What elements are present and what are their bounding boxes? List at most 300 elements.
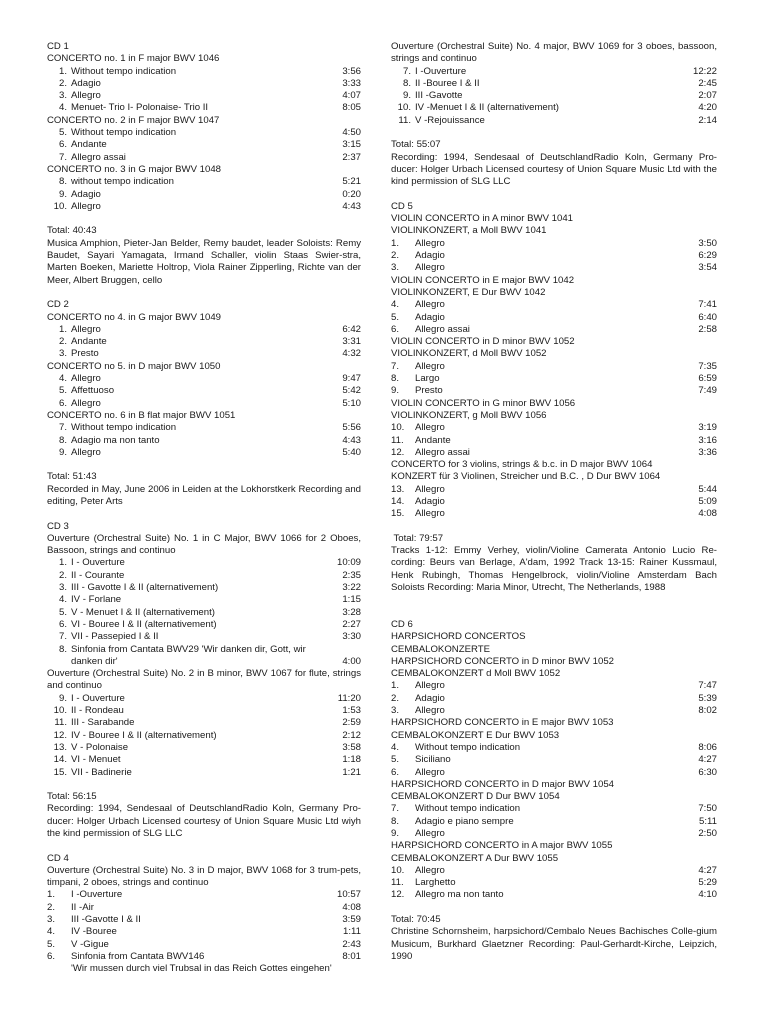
track-title: V - Menuet I & II (alternativement) <box>71 606 215 618</box>
track-row <box>47 717 361 729</box>
spacer <box>391 521 717 533</box>
track-row <box>391 66 717 78</box>
track-row <box>47 422 361 434</box>
track-row <box>391 693 717 705</box>
spacer <box>47 287 361 299</box>
track-row <box>47 385 361 397</box>
track-duration: 10:09 <box>336 557 361 569</box>
track-duration: 4:43 <box>342 200 361 212</box>
track-row <box>391 484 717 496</box>
track-row <box>47 139 361 151</box>
track-title: Allegro <box>415 262 445 274</box>
track-duration: 2:50 <box>698 828 717 839</box>
track-duration: 5:44 <box>698 483 717 495</box>
track-row <box>47 373 361 385</box>
section-heading: VIOLIN CONCERTO in G minor BWV 1056 <box>391 397 576 409</box>
track-title: Allegro <box>415 828 445 839</box>
paragraph: Musica Amphion, Pieter-Jan Belder, Remy baudet, leader Soloists: Remy Baudet, Sayari Yamagata, Irmand Schaller, violin Staas Swier-stra, Marten Boeken, Mariette Holtrop, Viola Rainer Zipperling, Richte van der Meer, Albert Bruggen, cello <box>47 237 361 286</box>
track-number: 11. <box>398 114 411 126</box>
section-heading: CONCERTO for 3 violins, strings & b.c. in D major BWV 1064 <box>391 459 653 471</box>
track-number: 3. <box>391 262 400 274</box>
track-duration: 8:05 <box>342 102 361 114</box>
track-duration: 2:14 <box>698 114 717 126</box>
track-number: 5. <box>58 606 67 618</box>
track-title: Allegro <box>415 299 445 311</box>
track-duration: 3:36 <box>698 446 717 458</box>
spacer <box>391 607 717 619</box>
track-row <box>47 631 361 643</box>
track-row <box>391 680 717 692</box>
track-row <box>47 189 361 201</box>
paragraph: Christine Schornsheim, harpsichord/Cembalo Neues Bachisches Colle-gium Musicum, Burkhard Glaetzner Recording: Paul-Gerhardt-Kirche, Leipzich, 1990 <box>391 926 717 962</box>
track-number: 6. <box>58 618 67 630</box>
section-heading: KONZERT für 3 Violinen, Streicher und B.C. , D Dur BWV 1064 <box>391 471 661 483</box>
paragraph: Ouverture (Orchestral Suite) No. 1 in C Major, BWV 1066 for 2 Oboes, Bassoon, strings and continuo <box>47 532 361 557</box>
paragraph: Ouverture (Orchestral Suite) No. 2 in B minor, BWV 1067 for flute, strings and continuo <box>47 668 361 692</box>
track-row <box>47 889 361 901</box>
track-row <box>47 102 361 114</box>
section-heading: VIOLINKONZERT, d Moll BWV 1052 <box>391 348 547 360</box>
track-row <box>391 447 717 459</box>
track-number: 2. <box>58 569 67 581</box>
track-row <box>391 828 717 840</box>
track-duration: 6:29 <box>698 250 717 262</box>
track-duration: 3:58 <box>342 741 361 753</box>
track-number: 12. <box>391 446 405 458</box>
track-title: Allegro <box>415 705 445 717</box>
track-title: Without tempo indication <box>71 127 177 139</box>
track-title: Allegro <box>415 864 445 876</box>
track-duration: 2:27 <box>342 618 361 630</box>
section-heading: VIOLINKONZERT, a Moll BWV 1041 <box>391 225 547 237</box>
track-row <box>47 607 361 619</box>
paragraph: Recorded in May, June 2006 in Leiden at the Lokhorstkerk Recording and editing, Peter Arts <box>47 483 361 507</box>
track-duration: 3:56 <box>342 65 361 77</box>
track-row <box>391 422 717 434</box>
track-title: VII - Passepied I & II <box>71 631 159 643</box>
track-title: I - Ouverture <box>71 557 125 569</box>
track-number: 7. <box>58 422 67 434</box>
track-title: Andante <box>71 139 107 151</box>
track-duration: 9:47 <box>342 373 361 385</box>
track-duration: 3:54 <box>698 262 717 274</box>
track-number: 8. <box>402 77 411 89</box>
track-number: 1. <box>58 557 67 569</box>
track-duration: 5:21 <box>342 176 361 188</box>
track-number: 7. <box>58 151 67 163</box>
track-row <box>391 385 717 397</box>
track-duration: 4:32 <box>342 348 361 360</box>
track-row <box>47 398 361 410</box>
track-title: Presto <box>415 385 443 397</box>
track-number: 8. <box>58 643 67 655</box>
track-duration: 7:47 <box>698 680 717 692</box>
section-heading: VIOLINKONZERT, E Dur BWV 1042 <box>391 286 546 298</box>
track-title: Allegro <box>415 422 445 434</box>
track-title: Adagio <box>415 495 445 507</box>
track-title: Andante <box>71 336 107 348</box>
track-row <box>47 582 361 594</box>
section-heading: CEMBALOKONZERT d Moll BWV 1052 <box>391 668 561 680</box>
track-duration: 5:40 <box>342 446 361 458</box>
track-number: 2. <box>391 250 400 262</box>
track-number: 6. <box>58 397 67 409</box>
track-row <box>47 939 361 951</box>
spacer <box>47 508 361 520</box>
track-duration: 3:59 <box>342 914 361 926</box>
track-number: 8. <box>391 815 400 827</box>
track-title: Adagio <box>71 77 101 89</box>
track-row <box>391 115 717 127</box>
track-number: 1. <box>58 65 67 77</box>
track-row <box>391 90 717 102</box>
track-row <box>391 508 717 520</box>
spacer <box>47 840 361 852</box>
track-title: I -Ouverture <box>415 65 467 77</box>
track-number: 3. <box>47 914 56 926</box>
track-title: III -Gavotte I & II <box>71 914 141 926</box>
track-title: Allegro <box>71 373 101 385</box>
section-heading: VIOLIN CONCERTO in E major BWV 1042 <box>391 274 575 286</box>
track-row <box>47 201 361 213</box>
track-number: 10. <box>53 705 67 717</box>
spacer <box>391 127 717 139</box>
track-title: Presto <box>71 348 99 360</box>
track-row <box>47 447 361 459</box>
section-heading: VIOLIN CONCERTO in A minor BWV 1041 <box>391 213 573 225</box>
track-row <box>391 324 717 336</box>
track-number: 1. <box>58 323 67 335</box>
track-number: 9. <box>391 385 400 397</box>
track-duration: 2:12 <box>342 729 361 741</box>
track-number: 5. <box>47 938 56 950</box>
track-row <box>47 152 361 164</box>
track-number: 8. <box>391 373 400 385</box>
track-title: V - Polonaise <box>71 741 129 753</box>
track-number: 3. <box>391 705 400 717</box>
track-duration: 5:11 <box>699 815 717 827</box>
track-number: 7. <box>391 803 400 815</box>
track-duration: 1:15 <box>342 594 361 606</box>
track-row <box>391 705 717 717</box>
right-column <box>391 41 717 963</box>
track-title: Without tempo indication <box>71 422 177 434</box>
track-duration: 7:41 <box>698 299 717 311</box>
track-number: 12. <box>391 889 405 901</box>
section-heading: Total: 51:43 <box>47 471 97 483</box>
track-number: 15. <box>391 508 405 520</box>
track-number: 9. <box>402 90 411 102</box>
track-number: 2. <box>58 336 67 348</box>
track-duration: 7:49 <box>698 385 717 397</box>
track-title: Allegro <box>415 237 445 249</box>
track-duration: 2:59 <box>342 717 361 729</box>
track-duration: 1:18 <box>342 754 361 766</box>
track-title: Adagio e piano sempre <box>415 815 514 827</box>
track-number: 9. <box>58 188 67 200</box>
track-number: 14. <box>391 495 405 507</box>
track-duration: 1:53 <box>342 705 361 717</box>
track-number: 2. <box>58 77 67 89</box>
track-duration: 0:20 <box>342 188 361 200</box>
track-title: Allegro <box>415 508 445 520</box>
track-duration: 3:28 <box>342 606 361 618</box>
track-title: Allegro assai <box>415 323 470 335</box>
track-title: Allegro assai <box>71 151 126 163</box>
track-number: 2. <box>47 901 56 913</box>
track-title: IV -Menuet I & II (alternativement) <box>415 102 559 114</box>
track-duration: 6:59 <box>698 373 717 385</box>
track-duration: 4:10 <box>698 889 717 901</box>
track-row <box>391 496 717 508</box>
track-number: 5. <box>391 311 400 323</box>
track-duration: 11:20 <box>337 692 361 704</box>
track-row <box>391 250 717 262</box>
section-heading: CD 6 <box>391 618 413 630</box>
section-heading: CONCERTO no. 3 in G major BWV 1048 <box>47 163 221 175</box>
spacer <box>391 189 717 201</box>
track-row <box>47 644 361 669</box>
track-title: VI - Menuet <box>71 754 121 766</box>
track-title: Allegro <box>71 323 101 335</box>
track-duration: 4:50 <box>342 127 361 139</box>
track-title: VII - Badinerie <box>71 766 132 778</box>
track-row <box>391 238 717 250</box>
track-row <box>391 889 717 901</box>
track-title: Adagio ma non tanto <box>71 434 160 446</box>
track-duration: 8:06 <box>698 741 717 753</box>
section-heading: Total: 55:07 <box>391 139 441 151</box>
track-duration: 5:56 <box>342 422 361 434</box>
track-duration: 6:42 <box>342 323 361 335</box>
track-row <box>47 754 361 766</box>
track-duration: 4:27 <box>698 754 717 766</box>
track-number: 8. <box>58 176 67 188</box>
track-duration: 5:42 <box>342 385 361 397</box>
track-number: 5. <box>58 385 67 397</box>
track-title: Larghetto <box>415 877 456 889</box>
section-heading: CONCERTO no. 6 in B flat major BWV 1051 <box>47 409 236 421</box>
section-heading: Total: 56:15 <box>47 791 97 803</box>
track-row <box>391 312 717 324</box>
section-heading: CEMBALOKONZERT E Dur BWV 1053 <box>391 729 560 741</box>
track-row <box>47 336 361 348</box>
track-duration: 1:11 <box>343 926 361 938</box>
track-number: 6. <box>47 950 56 962</box>
track-title: Sinfonia from Cantata BWV29 'Wir danken dir, Gott, wir danken dir' <box>71 643 306 667</box>
track-row <box>391 435 717 447</box>
section-heading: CONCERTO no 4. in G major BWV 1049 <box>47 311 221 323</box>
track-number: 6. <box>391 766 400 778</box>
track-row <box>47 914 361 926</box>
left-column <box>47 41 361 976</box>
track-row <box>47 78 361 90</box>
track-row <box>391 102 717 114</box>
section-heading: HARPSICHORD CONCERTO in D major BWV 1054 <box>391 778 615 790</box>
track-number: 3. <box>58 582 67 594</box>
track-duration: 2:43 <box>342 938 361 950</box>
track-number: 14. <box>53 754 67 766</box>
track-duration: 2:58 <box>698 323 717 335</box>
track-number: 10. <box>391 864 405 876</box>
track-row <box>47 693 361 705</box>
track-duration: 4:43 <box>342 434 361 446</box>
track-number: 11. <box>391 877 404 889</box>
track-title: Andante <box>415 434 451 446</box>
paragraph: Recording: 1994, Sendesaal of DeutschlandRadio Koln, Germany Pro-ducer: Holger Urbach Licensed courtesy of Union Square Music Ltd with the kind permission of SLG LLC <box>391 151 717 188</box>
track-title: Adagio <box>71 188 101 200</box>
track-number: 13. <box>391 483 405 495</box>
track-row <box>47 557 361 569</box>
track-duration: 4:20 <box>698 102 717 114</box>
track-number: 1. <box>47 889 56 901</box>
track-title: Without tempo indication <box>415 741 521 753</box>
track-title: VI - Bouree I & II (alternativement) <box>71 618 217 630</box>
track-duration: 4:27 <box>698 864 717 876</box>
track-title: Largo <box>415 373 440 385</box>
track-title: IV - Bouree I & II (alternativement) <box>71 729 217 741</box>
section-heading: Total: 40:43 <box>47 225 97 237</box>
track-row <box>47 90 361 102</box>
track-row <box>47 66 361 78</box>
track-title: Adagio <box>415 692 445 704</box>
track-duration: 1:21 <box>342 766 361 778</box>
track-title: III - Gavotte I & II (alternativement) <box>71 582 219 594</box>
track-number: 4. <box>47 926 56 938</box>
track-number: 9. <box>58 692 67 704</box>
spacer <box>47 779 361 791</box>
track-title: IV -Bouree <box>71 926 117 938</box>
track-number: 10. <box>391 422 405 434</box>
track-number: 13. <box>53 741 67 753</box>
track-row <box>47 963 361 975</box>
track-duration: 4:07 <box>342 90 361 102</box>
track-number: 15. <box>53 766 67 778</box>
track-duration: 3:19 <box>698 422 717 434</box>
section-heading: CEMBALOKONZERT D Dur BWV 1054 <box>391 791 560 803</box>
track-number: 8. <box>58 434 67 446</box>
track-title: 'Wir mussen durch viel Trubsal in das Reich Gottes eingehen' <box>71 963 332 975</box>
track-row <box>391 361 717 373</box>
section-heading: CEMBALOKONZERTE <box>391 643 490 655</box>
track-duration: 3:15 <box>342 139 361 151</box>
track-title: Adagio <box>415 250 445 262</box>
track-duration: 8:01 <box>342 950 361 962</box>
spacer <box>391 594 717 606</box>
track-row <box>391 816 717 828</box>
track-duration: 4:08 <box>342 901 361 913</box>
track-number: 1. <box>391 680 400 692</box>
track-row <box>47 127 361 139</box>
track-title: II - Rondeau <box>71 705 124 717</box>
track-number: 3. <box>58 348 67 360</box>
track-duration: 3:22 <box>342 582 361 594</box>
section-heading: HARPSICHORD CONCERTOS <box>391 631 526 643</box>
track-number: 3. <box>58 90 67 102</box>
track-duration: 3:16 <box>698 434 717 446</box>
section-heading: CEMBALOKONZERT A Dur BWV 1055 <box>391 852 559 864</box>
track-number: 10. <box>397 102 411 114</box>
track-number: 4. <box>58 102 67 114</box>
track-title: Allegro <box>415 483 445 495</box>
track-title: II - Courante <box>71 569 125 581</box>
track-row <box>391 742 717 754</box>
track-duration: 12:22 <box>692 65 717 77</box>
section-heading: HARPSICHORD CONCERTO in D minor BWV 1052 <box>391 655 615 667</box>
track-row <box>47 619 361 631</box>
track-row <box>391 299 717 311</box>
track-title: I -Ouverture <box>71 889 123 901</box>
track-row <box>391 803 717 815</box>
track-number: 5. <box>58 127 67 139</box>
track-number: 4. <box>58 373 67 385</box>
track-number: 12. <box>53 729 67 741</box>
track-number: 7. <box>402 65 411 77</box>
section-heading: Total: 79:57 <box>391 532 444 544</box>
track-row <box>391 877 717 889</box>
track-row <box>391 78 717 90</box>
track-number: 1. <box>391 237 400 249</box>
track-number: 4. <box>391 299 400 311</box>
track-number: 7. <box>58 631 67 643</box>
track-title: Allegro <box>71 446 101 458</box>
track-row <box>391 754 717 766</box>
track-title: II -Air <box>71 901 94 913</box>
track-title: Allegro ma non tanto <box>415 889 504 901</box>
track-title: Adagio <box>415 311 445 323</box>
section-heading: HARPSICHORD CONCERTO in E major BWV 1053 <box>391 717 614 729</box>
track-title: Sinfonia from Cantata BWV146 <box>71 950 205 962</box>
track-title: Affettuoso <box>71 385 115 397</box>
section-heading: CD 5 <box>391 200 413 212</box>
track-duration: 2:07 <box>698 90 717 102</box>
paragraph: Recording: 1994, Sendesaal of DeutschlandRadio Koln, Germany Pro-ducer: Holger Urbach Licensed courtesy of Union Square Music Ltd wiyh the kind permission of SLG LLC <box>47 803 361 839</box>
track-title: Without tempo indication <box>415 803 521 815</box>
track-row <box>47 435 361 447</box>
track-row <box>47 742 361 754</box>
track-title: I - Ouverture <box>71 692 125 704</box>
track-title: Allegro <box>71 200 101 212</box>
track-number: 11. <box>54 717 67 729</box>
section-heading: CD 3 <box>47 520 69 532</box>
track-row <box>47 951 361 963</box>
spacer <box>391 902 717 914</box>
spacer <box>47 459 361 471</box>
track-title: Menuet- Trio I- Polonaise- Trio II <box>71 102 209 114</box>
section-heading: CD 2 <box>47 299 69 311</box>
track-title: IV - Forlane <box>71 594 122 606</box>
track-number: 6. <box>391 323 400 335</box>
track-number: 4. <box>58 594 67 606</box>
track-row <box>391 373 717 385</box>
track-row <box>47 926 361 938</box>
track-duration: 6:40 <box>698 311 717 323</box>
spacer <box>47 213 361 225</box>
track-number: 10. <box>53 200 67 212</box>
track-title: V -Rejouissance <box>415 114 485 126</box>
track-title: Allegro assai <box>415 446 470 458</box>
track-title: III - Sarabande <box>71 717 135 729</box>
section-heading: Total: 70:45 <box>391 914 441 926</box>
track-duration: 8:02 <box>698 705 717 717</box>
track-number: 4. <box>391 741 400 753</box>
section-heading: CD 4 <box>47 852 69 864</box>
track-duration: 6:30 <box>698 766 717 778</box>
section-heading: VIOLINKONZERT, g Moll BWV 1056 <box>391 409 547 421</box>
paragraph: Tracks 1-12: Emmy Verhey, violin/Violine Camerata Antonio Lucio Re-cording: Beurs van Berlage, A'dam, 1992 Track 13-15: Rainer Kussmaul, Henk Rubingh, Thomas Hengelbrock, violin/Violine Amsterdam Bach Soloists Recording: Maria Minor, Utrecht, The Netherlands, 1988 <box>391 545 717 594</box>
track-number: 7. <box>391 360 400 372</box>
track-duration: 7:35 <box>698 360 717 372</box>
